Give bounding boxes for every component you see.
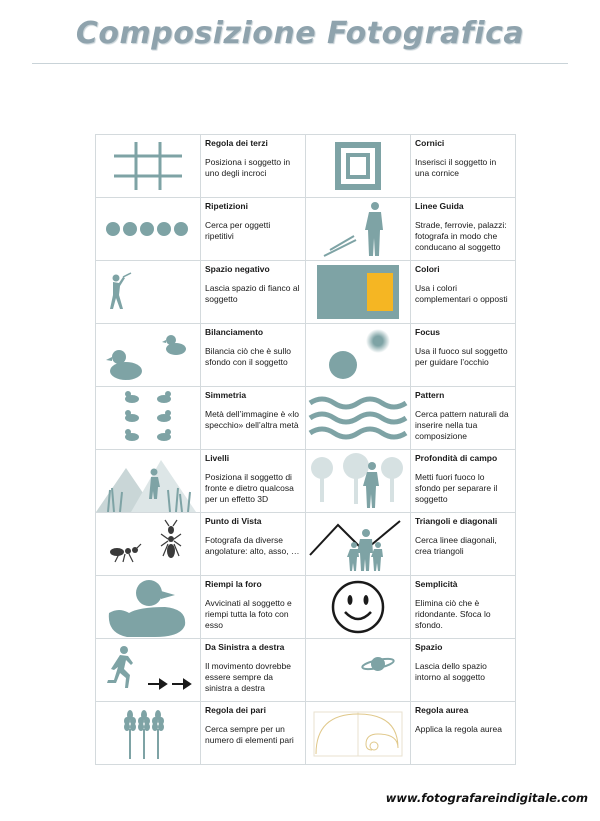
waves-pattern-icon xyxy=(306,387,410,449)
frame-icon xyxy=(306,135,410,197)
symmetric-ducks-icon xyxy=(96,387,200,449)
technique-title: Regola dei terzi xyxy=(205,138,268,148)
technique-desc: Lascia spazio di fianco al soggetto xyxy=(205,283,300,304)
table-row xyxy=(96,135,516,198)
golfer-icon xyxy=(96,261,200,323)
technique-desc: Cerca pattern naturali da inserire nella tua composizione xyxy=(415,409,509,441)
technique-desc: Metà dell’immagine è «lo specchio» dell’altra metà xyxy=(205,409,300,430)
mountains-hiker-icon xyxy=(96,450,200,512)
golden-spiral-icon xyxy=(306,702,410,764)
technique-title: Punto di Vista xyxy=(205,516,262,526)
technique-title: Colori xyxy=(415,264,440,274)
technique-title: Semplicità xyxy=(415,579,458,589)
smiley-icon xyxy=(306,576,410,638)
technique-title: Focus xyxy=(415,327,441,337)
person-with-lines-icon xyxy=(306,198,410,260)
focus-circles-icon xyxy=(306,324,410,386)
technique-title: Spazio xyxy=(415,642,443,652)
technique-desc: Usa il fuoco sul soggetto per guidare l’occhio xyxy=(415,346,508,367)
technique-desc: Posiziona il soggetto di fronte e dietro qualcosa per un effetto 3D xyxy=(205,472,294,504)
table-row xyxy=(96,450,516,513)
technique-desc: Bilancia ciò che è sullo sfondo con il soggetto xyxy=(205,346,291,367)
technique-desc: Usa i colori complementari o opposti xyxy=(415,283,508,304)
technique-title: Regola dei pari xyxy=(205,705,266,715)
title-divider xyxy=(32,63,568,64)
runner-arrows-icon xyxy=(96,639,200,701)
technique-desc: Avvicinati al soggetto e riempi tutta la foto con esso xyxy=(205,598,292,630)
five-dots-icon xyxy=(96,198,200,260)
website-link[interactable]: www.fotografareindigitale.com xyxy=(385,791,588,805)
table-row xyxy=(96,702,516,765)
technique-desc: Cerca linee diagonali, crea triangoli xyxy=(415,535,497,556)
technique-title: Triangoli e diagonali xyxy=(415,516,498,526)
technique-desc: Cerca sempre per un numero di elementi pari xyxy=(205,724,294,745)
color-blocks-icon xyxy=(306,261,410,323)
technique-title: Simmetria xyxy=(205,390,247,400)
table-row xyxy=(96,261,516,324)
wheat-icon xyxy=(96,702,200,764)
technique-title: Spazio negativo xyxy=(205,264,270,274)
table-row xyxy=(96,576,516,639)
technique-title: Profondità di campo xyxy=(415,453,498,463)
technique-title: Bilanciamento xyxy=(205,327,264,337)
technique-title: Da Sinistra a destra xyxy=(205,642,285,652)
table-row xyxy=(96,639,516,702)
table-row xyxy=(96,324,516,387)
technique-title: Ripetizioni xyxy=(205,201,248,211)
table-row xyxy=(96,513,516,576)
triangle-family-icon xyxy=(306,513,410,575)
table-row xyxy=(96,387,516,450)
ants-icon xyxy=(96,513,200,575)
technique-title: Pattern xyxy=(415,390,445,400)
technique-desc: Cerca per oggetti ripetitivi xyxy=(205,220,271,241)
trees-person-icon xyxy=(306,450,410,512)
technique-title: Riempi la foro xyxy=(205,579,262,589)
rule-of-thirds-grid-icon xyxy=(96,135,200,197)
table-row xyxy=(96,198,516,261)
technique-desc: Inserisci il soggetto in una cornice xyxy=(415,157,497,178)
technique-desc: Il movimento dovrebbe essere sempre da sinistra a destra xyxy=(205,661,291,693)
technique-desc: Fotografa da diverse angolature: alto, asso, … xyxy=(205,535,300,556)
technique-desc: Strade, ferrovie, palazzi: fotografa in modo che conducano al soggetto xyxy=(415,220,507,252)
technique-desc: Posiziona i soggetto in uno degli incroci xyxy=(205,157,291,178)
technique-title: Regola aurea xyxy=(415,705,469,715)
ducks-balance-icon xyxy=(96,324,200,386)
technique-desc: Applica la regola aurea xyxy=(415,724,502,734)
composition-table xyxy=(95,134,516,765)
technique-desc: Metti fuori fuoco lo sfondo per separare il soggetto xyxy=(415,472,498,504)
planet-icon xyxy=(306,639,410,701)
technique-desc: Elimina ciò che è ridondante. Sfoca lo sfondo. xyxy=(415,598,491,630)
technique-title: Cornici xyxy=(415,138,445,148)
technique-title: Livelli xyxy=(205,453,230,463)
page-title: Composizione Fotografica xyxy=(75,16,525,51)
big-duck-icon xyxy=(96,576,200,638)
technique-title: Linee Guida xyxy=(415,201,464,211)
technique-desc: Lascia dello spazio intorno al soggetto xyxy=(415,661,487,682)
